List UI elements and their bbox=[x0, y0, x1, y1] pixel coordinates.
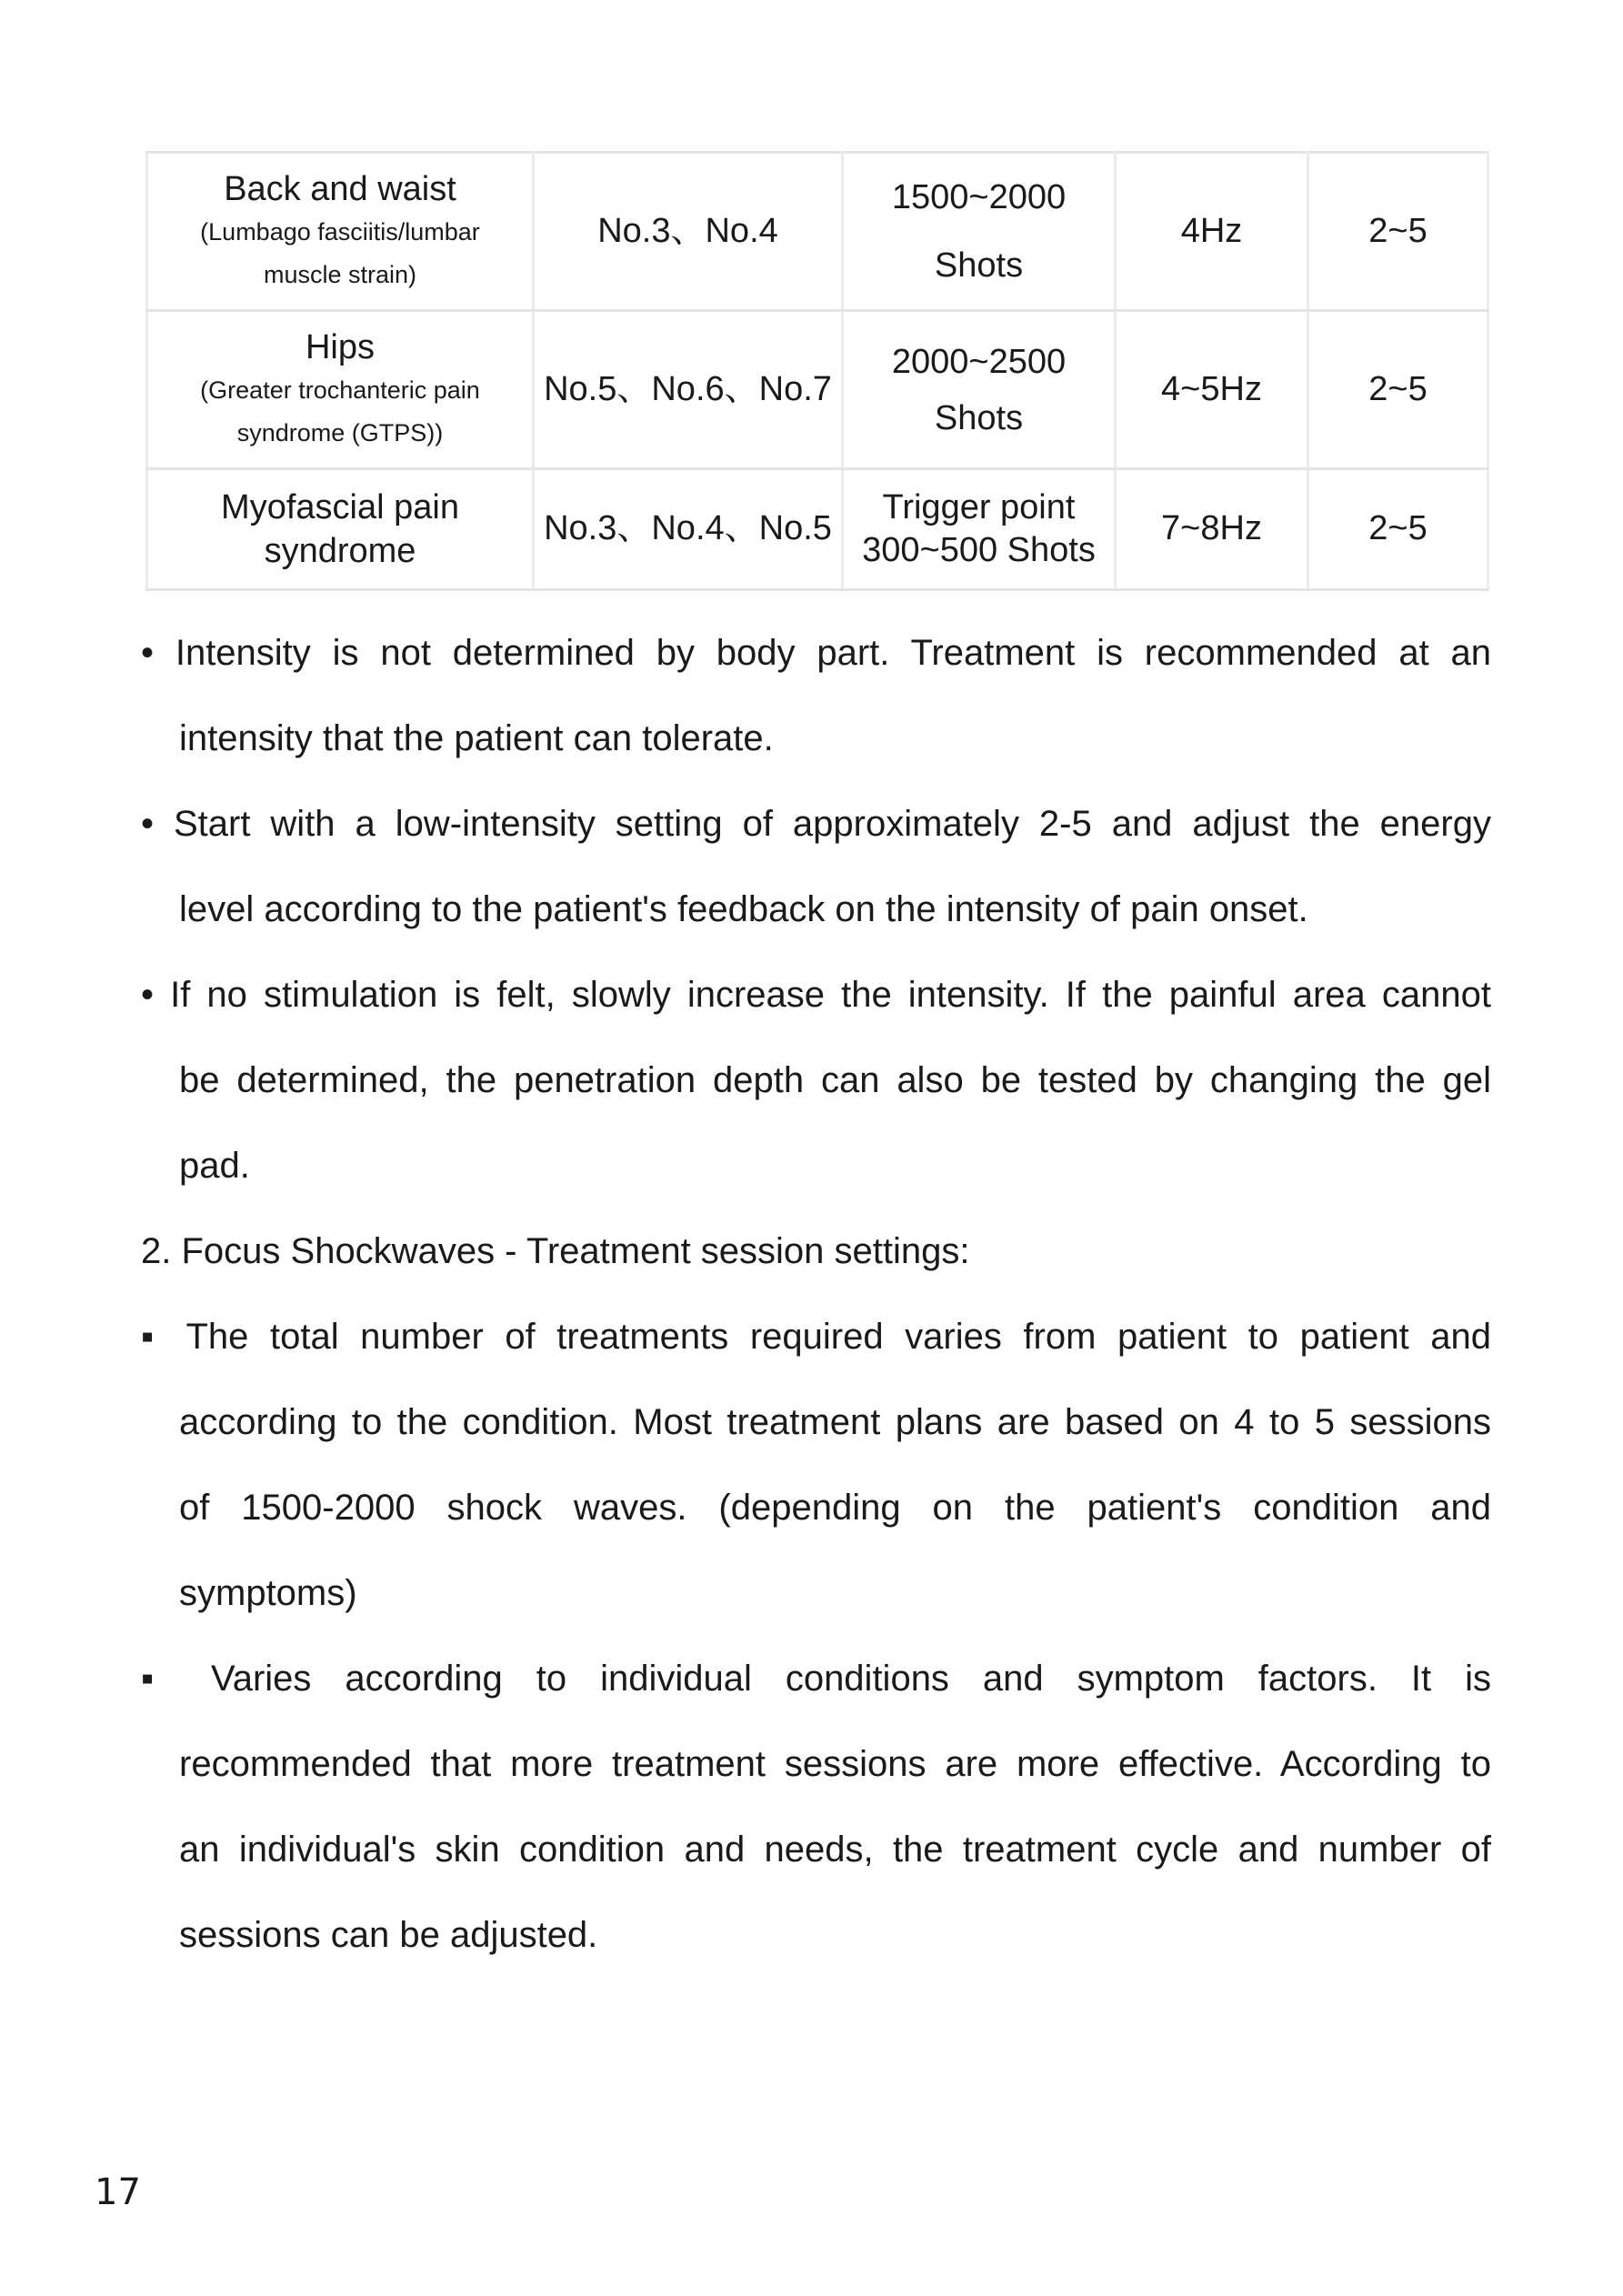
table-row bbox=[147, 311, 1488, 469]
body-area-cell bbox=[147, 311, 534, 469]
start-setting-note bbox=[141, 781, 1491, 952]
intensity-cell: 2~5 bbox=[1308, 153, 1488, 311]
shots-value: 1500~2000 bbox=[891, 177, 1067, 216]
body-area-detail: (Lumbago fasciitis/lumbar bbox=[200, 217, 480, 246]
section-heading: 2. Focus Shockwaves - Treatment session settings: bbox=[141, 1231, 970, 1271]
probe-cell: No.5、No.6、No.7 bbox=[534, 311, 843, 469]
bullet-line: of 1500-2000 shock waves. (depending on the patient's condition and bbox=[179, 1488, 1491, 1528]
body-area-name: Myofascial pain bbox=[221, 488, 459, 526]
probe-cell: No.3、No.4 bbox=[534, 153, 843, 311]
note-line: • If no stimulation is felt, slowly increase the intensity. If the painful area cannot bbox=[141, 975, 1491, 1015]
body-area-cell bbox=[147, 153, 534, 311]
frequency-cell: 4Hz bbox=[1116, 153, 1308, 311]
intensity-cell: 2~5 bbox=[1308, 469, 1488, 590]
body-area-detail: (Greater trochanteric pain bbox=[200, 376, 480, 404]
note-line: • Intensity is not determined by body part. Treatment is recommended at an bbox=[141, 633, 1491, 673]
bullet-line: an individual's skin condition and needs, the treatment cycle and number of bbox=[179, 1830, 1491, 1870]
shots-value: Trigger point bbox=[882, 488, 1076, 526]
table-row bbox=[147, 469, 1488, 590]
shots-cell bbox=[843, 311, 1116, 469]
table-row bbox=[147, 153, 1488, 311]
individual-conditions-bullet bbox=[141, 1636, 1491, 1978]
shots-cell bbox=[843, 153, 1116, 311]
note-line: intensity that the patient can tolerate. bbox=[179, 718, 774, 758]
shots-unit: 300~500 Shots bbox=[862, 531, 1096, 569]
intensity-note bbox=[141, 610, 1491, 781]
body-area-cell bbox=[147, 469, 534, 590]
bullet-line: ▪ The total number of treatments required varies from patient to patient and bbox=[141, 1317, 1491, 1357]
bullet-line: sessions can be adjusted. bbox=[179, 1915, 598, 1955]
bullet-line: recommended that more treatment sessions are more effective. According to bbox=[179, 1744, 1491, 1784]
bullet-line: symptoms) bbox=[179, 1573, 357, 1613]
intensity-cell: 2~5 bbox=[1308, 311, 1488, 469]
shots-value: 2000~2500 bbox=[891, 342, 1067, 381]
note-line: pad. bbox=[179, 1146, 250, 1186]
shots-unit: Shots bbox=[934, 246, 1024, 285]
page-number: 17 bbox=[95, 2171, 141, 2213]
note-line: • Start with a low-intensity setting of approximately 2-5 and adjust the energy bbox=[141, 804, 1491, 844]
probe-cell: No.3、No.4、No.5 bbox=[534, 469, 843, 590]
body-area-detail: syndrome (GTPS)) bbox=[236, 418, 444, 446]
body-area-detail: muscle strain) bbox=[263, 260, 417, 288]
shots-cell bbox=[843, 469, 1116, 590]
treatment-count-bullet bbox=[141, 1294, 1491, 1636]
frequency-cell: 4~5Hz bbox=[1116, 311, 1308, 469]
bullet-line: according to the condition. Most treatment plans are based on 4 to 5 sessions bbox=[179, 1402, 1491, 1442]
bullet-line: ▪ Varies according to individual conditions and symptom factors. It is bbox=[141, 1659, 1491, 1699]
note-line: be determined, the penetration depth can also be tested by changing the gel bbox=[179, 1060, 1491, 1100]
frequency-cell: 7~8Hz bbox=[1116, 469, 1308, 590]
body-area-name: Back and waist bbox=[224, 169, 456, 208]
stimulation-note bbox=[141, 952, 1491, 1208]
note-line: level according to the patient's feedback on the intensity of pain onset. bbox=[179, 889, 1308, 929]
shots-unit: Shots bbox=[934, 398, 1024, 437]
body-area-name: Hips bbox=[305, 327, 376, 366]
treatment-settings-table bbox=[145, 151, 1489, 591]
body-area-name: syndrome bbox=[264, 532, 416, 570]
